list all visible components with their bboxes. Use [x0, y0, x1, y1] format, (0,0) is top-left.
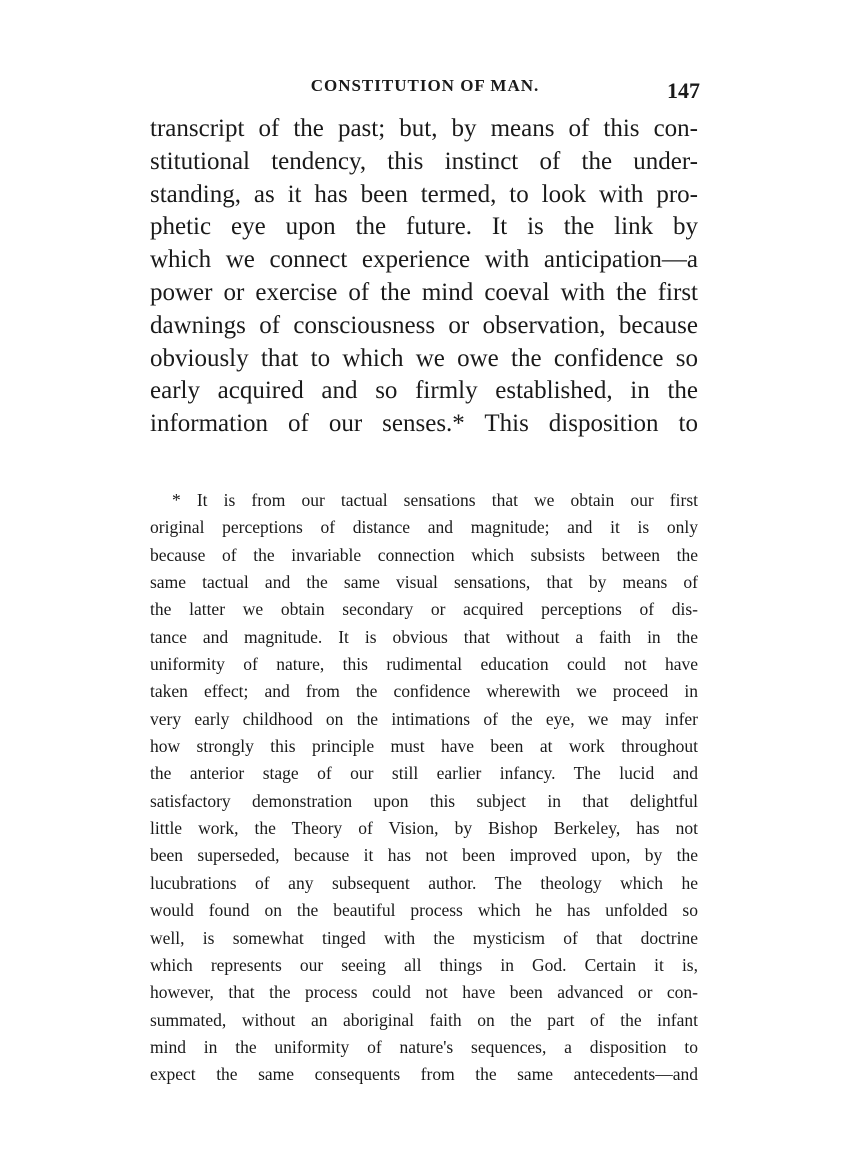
footnote-line: same tactual and the same visual sensations, that by means of: [150, 572, 698, 593]
footnote-line: mind in the uniformity of nature's sequences, a disposition to: [150, 1036, 698, 1057]
footnote-line: which represents our seeing all things in God. Certain it is,: [150, 954, 698, 975]
text-line: standing, as it has been termed, to look with pro-: [150, 180, 698, 208]
footnote-line: expect the same consequents from the same antecedents—and: [150, 1064, 698, 1085]
footnote-line: taken effect; and from the confidence wherewith we proceed in: [150, 681, 698, 702]
footnote-line: the latter we obtain secondary or acquired perceptions of dis-: [150, 599, 698, 620]
footnote-line: however, that the process could not have been advanced or con-: [150, 982, 698, 1003]
text-line: power or exercise of the mind coeval with the first: [150, 278, 698, 306]
footnote-line: the anterior stage of our still earlier infancy. The lucid and: [150, 763, 698, 784]
text-line: obviously that to which we owe the confidence so: [150, 344, 698, 372]
footnote-line: lucubrations of any subsequent author. The theology which he: [150, 872, 698, 893]
running-head: [150, 70, 700, 104]
text-line: stitutional tendency, this instinct of the under-: [150, 147, 698, 175]
footnote-line: well, is somewhat tinged with the mysticism of that doctrine: [150, 927, 698, 948]
footnote: [150, 487, 698, 1089]
text-line: early acquired and so firmly established, in the: [150, 377, 698, 405]
running-head-title: CONSTITUTION OF MAN.: [310, 76, 540, 95]
footnote-line: because of the invariable connection which subsists between the: [150, 544, 698, 565]
footnote-line: how strongly this principle must have been at work throughout: [150, 736, 698, 757]
footnote-line: tance and magnitude. It is obvious that without a faith in the: [150, 626, 698, 647]
text-line: transcript of the past; but, by means of this con-: [150, 115, 698, 142]
footnote-line: original perceptions of distance and magnitude; and it is only: [150, 517, 698, 538]
footnote-line: satisfactory demonstration upon this subject in that delightful: [150, 790, 698, 811]
footnote-line: very early childhood on the intimations of the eye, we may infer: [150, 708, 698, 729]
text-line: which we connect experience with anticipation—a: [150, 246, 698, 274]
page-number: 147: [667, 78, 700, 103]
footnote-line: would found on the beautiful process which he has unfolded so: [150, 900, 698, 921]
footnote-line: been superseded, because it has not been improved upon, by the: [150, 845, 698, 866]
text-line: phetic eye upon the future. It is the link by: [150, 213, 698, 241]
footnote-line: summated, without an aboriginal faith on the part of the infant: [150, 1009, 698, 1030]
footnote-line: * It is from our tactual sensations that we obtain our first: [172, 490, 698, 510]
text-line: information of our senses.* This disposition to: [150, 410, 698, 438]
footnote-line: little work, the Theory of Vision, by Bishop Berkeley, has not: [150, 818, 698, 839]
footnote-line: uniformity of nature, this rudimental education could not have: [150, 654, 698, 675]
text-line: dawnings of consciousness or observation, because: [150, 311, 698, 339]
main-text: [150, 113, 698, 441]
